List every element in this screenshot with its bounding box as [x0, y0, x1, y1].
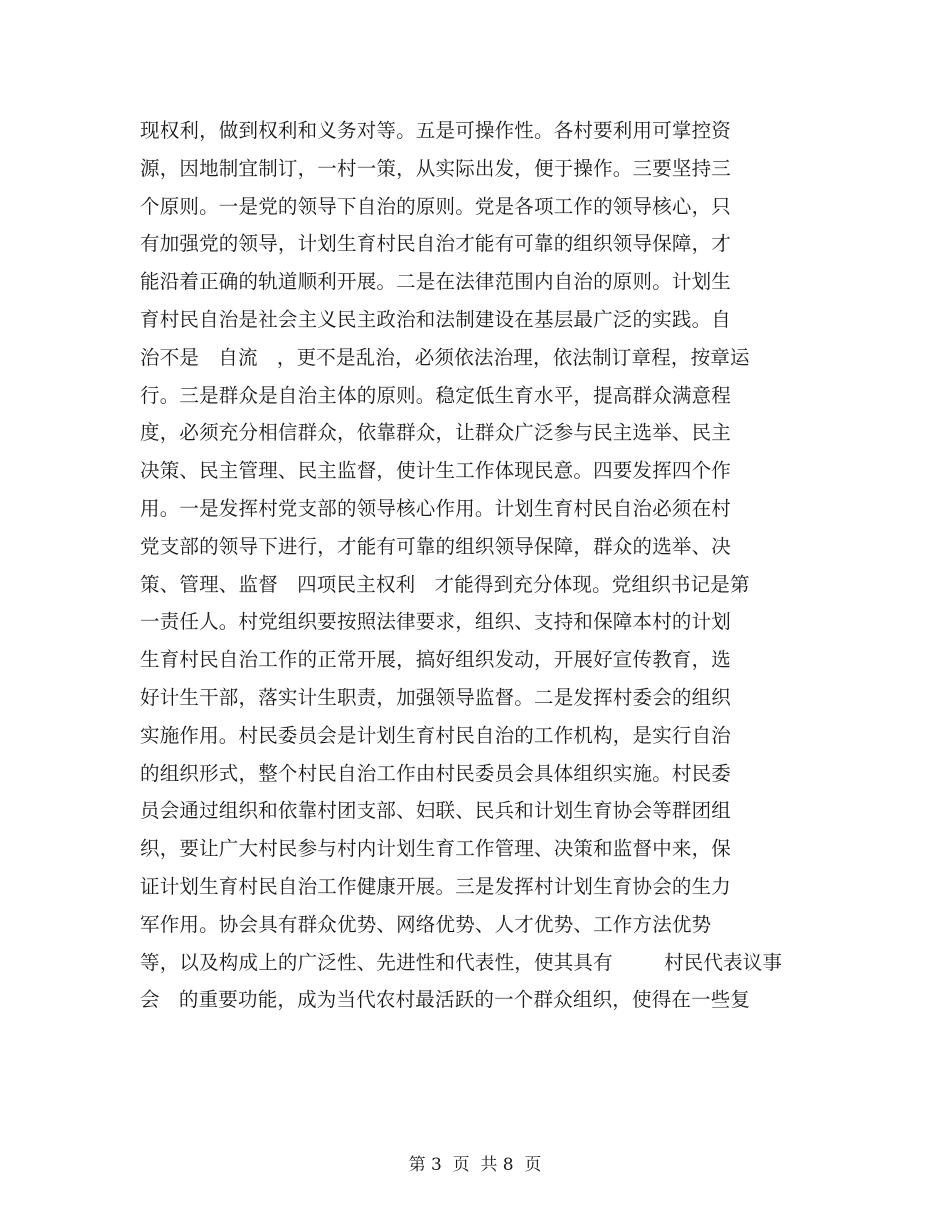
text-line: 个原则。一是党的领导下自治的原则。党是各项工作的领导核心，只 [140, 194, 732, 218]
text-line: 一责任人。村党组织要按照法律要求，组织、支持和保障本村的计划 [140, 610, 732, 634]
text-line: 治不是 自流 ，更不是乱治，必须依法治理，依法制订章程，按章运 [140, 345, 750, 369]
text-line: 源，因地制宜制订，一村一策，从实际出发，便于操作。三要坚持三 [140, 156, 732, 180]
text-line: 会 的重要功能，成为当代农村最活跃的一个群众组织，使得在一些复 [140, 988, 751, 1012]
text-line: 能沿着正确的轨道顺利开展。二是在法律范围内自治的原则。计划生 [140, 270, 732, 294]
text-line: 证计划生育村民自治工作健康开展。三是发挥村计划生育协会的生力 [140, 874, 732, 898]
body-text [140, 112, 820, 1019]
text-line: 现权利，做到权利和义务对等。五是可操作性。各村要利用可掌控资 [140, 119, 732, 142]
text-line: 生育村民自治工作的正常开展，搞好组织发动，开展好宣传教育，选 [140, 648, 732, 672]
page-number-footer: 第 3 页 共 8 页 [408, 1155, 542, 1175]
text-line: 育村民自治是社会主义民主政治和法制建设在基层最广泛的实践。自 [140, 307, 732, 331]
text-line: 行。三是群众是自治主体的原则。稳定低生育水平，提高群众满意程 [140, 383, 732, 407]
text-line: 员会通过组织和依靠村团支部、妇联、民兵和计划生育协会等群团组 [140, 799, 732, 823]
text-line: 军作用。协会具有群众优势、网络优势、人才优势、工作方法优势 [140, 912, 712, 936]
text-line: 实施作用。村民委员会是计划生育村民自治的工作机构，是实行自治 [140, 723, 732, 747]
text-line: 决策、民主管理、民主监督，使计生工作体现民意。四要发挥四个作 [140, 459, 732, 483]
text-line: 党支部的领导下进行，才能有可靠的组织领导保障，群众的选举、决 [140, 534, 732, 558]
text-line: 织，要让广大村民参与村内计划生育工作管理、决策和监督中来，保 [140, 837, 732, 861]
text-line: 的组织形式，整个村民自治工作由村民委员会具体组织实施。村民委 [140, 761, 732, 785]
text-line: 策、管理、监督 四项民主权利 才能得到充分体现。党组织书记是第 [140, 572, 750, 596]
text-line: 等，以及构成上的广泛性、先进性和代表性，使其具有 村民代表议事 [140, 950, 783, 974]
text-line: 有加强党的领导，计划生育村民自治才能有可靠的组织领导保障，才 [140, 232, 732, 256]
text-line: 度，必须充分相信群众，依靠群众，让群众广泛参与民主选举、民主 [140, 421, 732, 445]
text-line: 好计生干部，落实计生职责，加强领导监督。二是发挥村委会的组织 [140, 685, 732, 709]
text-line: 用。一是发挥村党支部的领导核心作用。计划生育村民自治必须在村 [140, 496, 732, 520]
